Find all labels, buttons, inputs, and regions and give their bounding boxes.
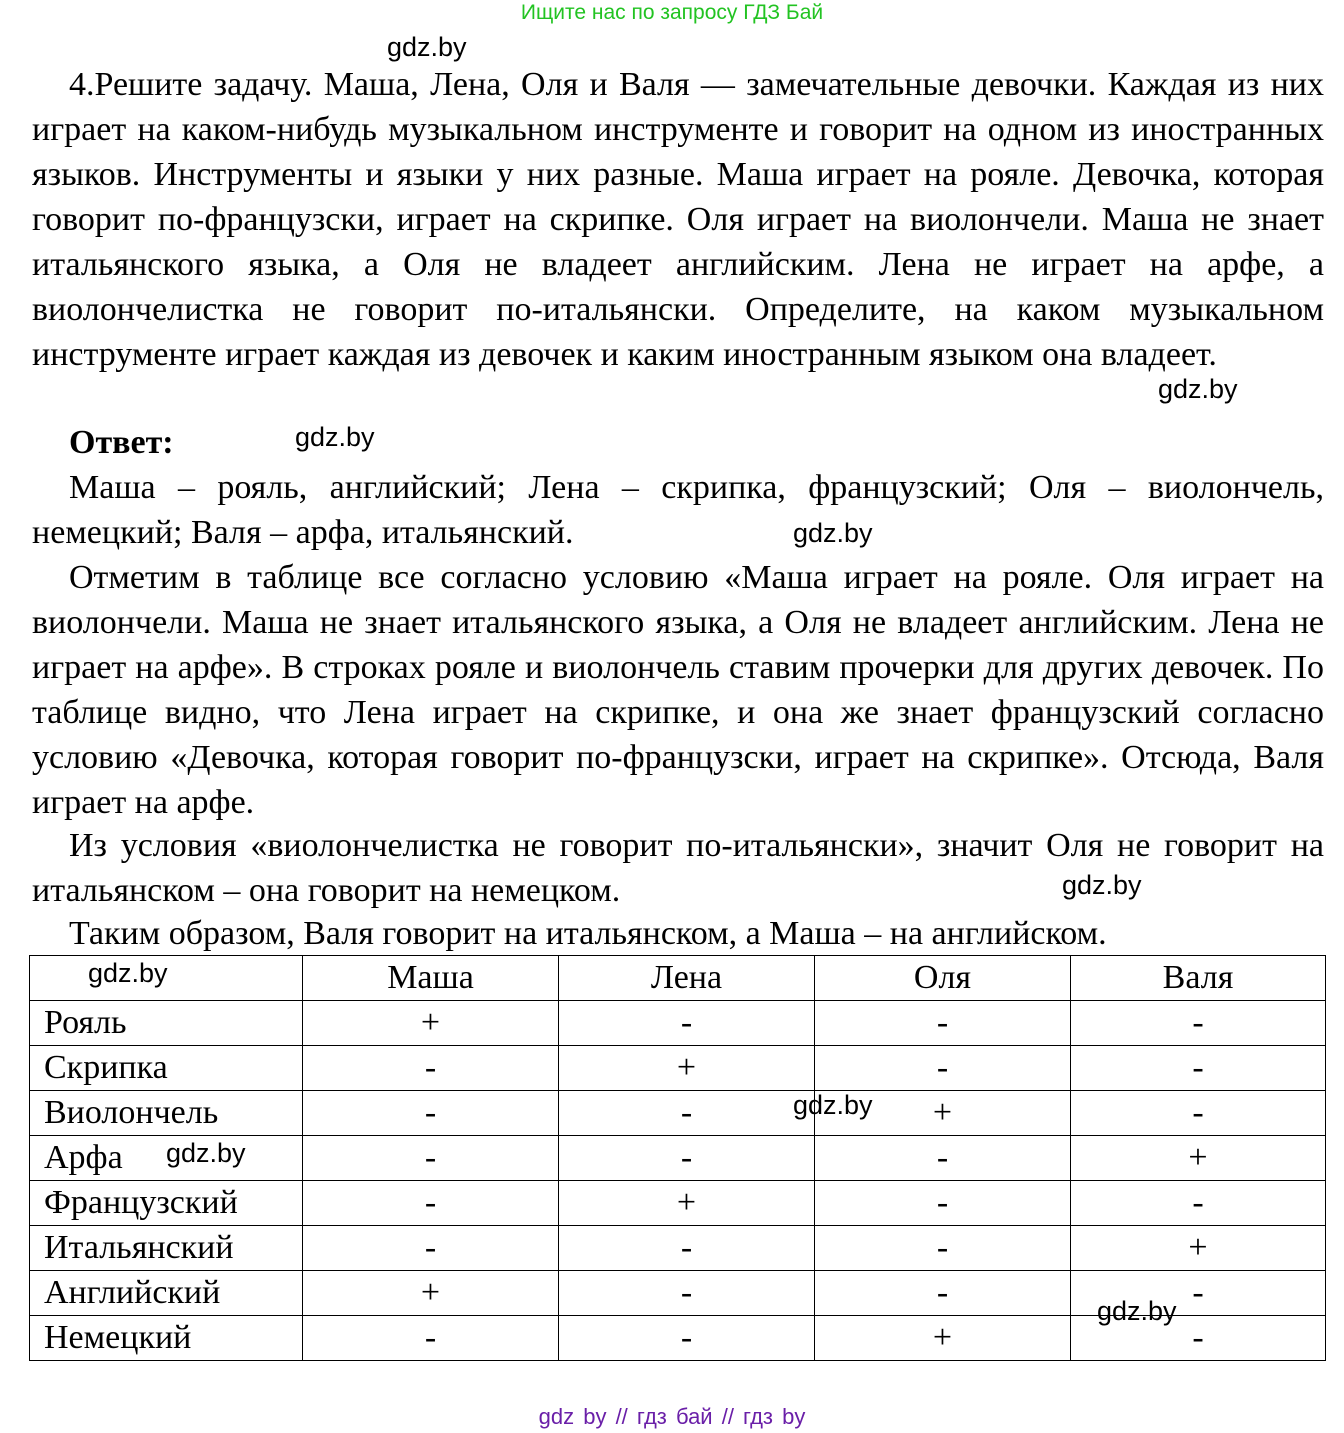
column-header: Лена (559, 956, 815, 1001)
table-cell: - (815, 1226, 1071, 1271)
table-cell: - (1071, 1316, 1326, 1361)
table-row (30, 1001, 1326, 1046)
table-cell: - (303, 1316, 559, 1361)
table-cell: - (815, 1136, 1071, 1181)
watermark: gdz.by (295, 422, 375, 452)
table-cell: - (303, 1046, 559, 1091)
table-row (30, 1181, 1326, 1226)
table-cell: - (559, 1091, 815, 1136)
row-label: Немецкий (30, 1316, 303, 1361)
table-cell: - (559, 1271, 815, 1316)
table-cell: + (1071, 1226, 1326, 1271)
watermark: gdz.by (88, 958, 168, 988)
table-cell: + (303, 1271, 559, 1316)
watermark: gdz.by (793, 1090, 873, 1120)
table-cell: - (559, 1001, 815, 1046)
table-cell: - (1071, 1046, 1326, 1091)
table-cell: - (303, 1226, 559, 1271)
table-cell: + (559, 1181, 815, 1226)
table-row (30, 1091, 1326, 1136)
table-cell: - (559, 1226, 815, 1271)
row-label: Французский (30, 1181, 303, 1226)
row-label: Английский (30, 1271, 303, 1316)
watermark: gdz.by (166, 1138, 246, 1168)
table-cell: - (1071, 1091, 1326, 1136)
table-cell: - (1071, 1181, 1326, 1226)
row-label: Виолончель (30, 1091, 303, 1136)
table-cell: - (559, 1136, 815, 1181)
answer-text: Маша – рояль, английский; Лена – скрипка, французский; Оля – виолончель, немецкий; Валя – арфа, итальянский. (32, 469, 1324, 551)
table-cell: + (815, 1316, 1071, 1361)
table-cell: - (815, 1271, 1071, 1316)
table-header-row (30, 956, 1326, 1001)
table-cell: - (559, 1316, 815, 1361)
watermark: gdz.by (1062, 870, 1142, 900)
table-cell: - (815, 1046, 1071, 1091)
answer-label: Ответ: (69, 424, 174, 461)
table-row (30, 1046, 1326, 1091)
table-row (30, 1226, 1326, 1271)
table-cell: - (815, 1181, 1071, 1226)
row-label: Рояль (30, 1001, 303, 1046)
table-cell: + (559, 1046, 815, 1091)
table-cell: + (815, 1091, 1071, 1136)
table-cell: - (303, 1181, 559, 1226)
column-header: Валя (1071, 956, 1326, 1001)
table-cell: + (303, 1001, 559, 1046)
task-text: 4.Решите задачу. Маша, Лена, Оля и Валя — замечательные девочки. Каждая из них играет на каком-нибудь музыкальном инструменте и говорит на одном из иностранных языков. Инструменты и языки у них разные. Маша играет на рояле. Девочка, которая говорит по-французски, играет на скрипке. Оля играет на виолончели. Маша не знает итальянского языка, а Оля не владеет английским. Лена не играет на арфе, а виолончелистка не говорит по-итальянски. Определите, на каком музыкальном инструменте играет каждая из девочек и каким иностранным языком она владеет. (32, 66, 1324, 373)
table-cell: - (303, 1091, 559, 1136)
table-cell: - (815, 1001, 1071, 1046)
column-header: Маша (303, 956, 559, 1001)
watermark: gdz.by (1097, 1296, 1177, 1326)
explanation-paragraph-1: Отметим в таблице все согласно условию «Маша играет на рояле. Оля играет на виолончели. Маша не знает итальянского языка, а Оля не владеет английским. Лена не играет на арфе». В строках рояле и виолончель ставим прочерки для других девочек. По таблице видно, что Лена играет на скрипке, и она же знает французский согласно условию «Девочка, которая говорит по-французски, играет на скрипке». Отсюда, Валя играет на арфе. (32, 559, 1324, 821)
column-header: Оля (815, 956, 1071, 1001)
row-label: Итальянский (30, 1226, 303, 1271)
explanation-paragraph-2: Из условия «виолончелистка не говорит по-итальянски», значит Оля не говорит на итальянском – она говорит на немецком. (32, 827, 1324, 909)
watermark: gdz.by (387, 32, 467, 62)
search-banner: Ищите нас по запросу ГДЗ Бай (520, 1, 824, 24)
table-cell: - (1071, 1271, 1326, 1316)
table-cell: + (1071, 1136, 1326, 1181)
watermark: gdz.by (1158, 374, 1238, 404)
row-label: Скрипка (30, 1046, 303, 1091)
table-cell: - (1071, 1001, 1326, 1046)
table-cell: - (303, 1136, 559, 1181)
row-label: Арфа (30, 1136, 303, 1181)
explanation-paragraph-3: Таким образом, Валя говорит на итальянском, а Маша – на английском. (69, 915, 1107, 952)
footer-watermark: gdz by // гдз бай // гдз by (538, 1404, 806, 1429)
watermark: gdz.by (793, 518, 873, 548)
